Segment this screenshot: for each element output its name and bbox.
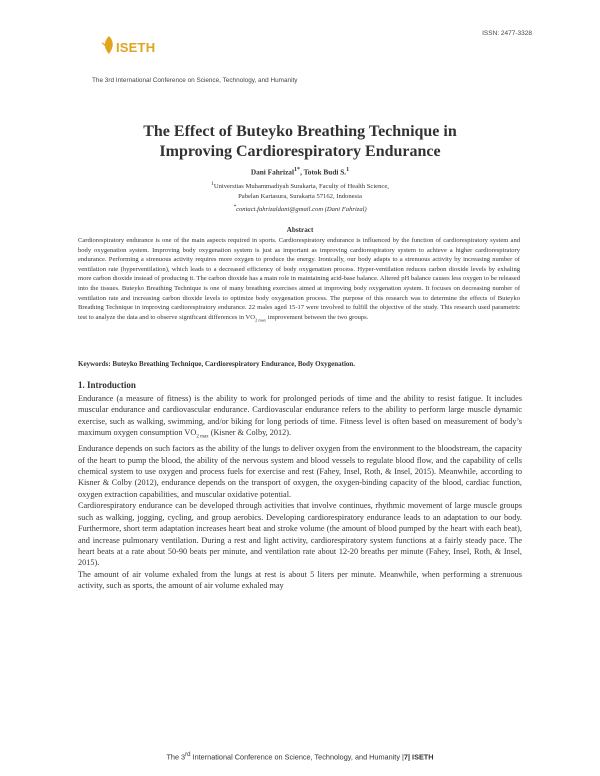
page-number: 7 — [403, 752, 408, 762]
author-1: Dani Fahrizal — [250, 167, 294, 177]
keywords: Keywords: Buteyko Breathing Technique, Cardiorespiratory Endurance, Body Oxygenation. — [78, 360, 356, 368]
paragraph-4: The amount of air volume exhaled from the lungs at rest is about 5 liters per minute. Meanwhile, when performing a strenuous activity, such as sports, the amount of air volume exhaled may — [78, 569, 522, 591]
title-line-2: Improving Cardiorespiratory Endurance — [159, 143, 441, 160]
logo-text: ISETH — [116, 40, 156, 55]
introduction-body — [78, 393, 522, 592]
conference-header: The 3rd International Conference on Science, Technology, and Humanity — [92, 77, 298, 84]
paper-title — [60, 122, 540, 162]
author-2: Totok Budi S. — [303, 167, 347, 177]
author-list — [60, 167, 540, 176]
author-separator: , — [300, 167, 304, 177]
footer-separator: | — [407, 752, 413, 762]
abstract-heading: Abstract — [286, 226, 314, 234]
paragraph-3: Cardiorespiratory endurance can be developed through activities that involve continues, rhythmic movement of large muscle groups such as walking, jogging, cycling, and group aerobics. Developing cardiorespiratory endurance leads to an adaptation to our body. Furthermore, short term adaptation increases heart beat and stroke volume (the amount of blood pumped by the heart with each beat), and increase pulmonary ventilation. During a rest and light activity, cardiorespiratory system functions at a fairly steady pace. The heart beats at a rate about 50-90 beats per minute, and ventilation rate about 12-20 breaths per minute (Fahey, Insel, Roth, & Insel, 2015). — [78, 501, 522, 568]
paragraph-1 — [78, 393, 522, 443]
vo2-subscript: 2 max — [196, 434, 209, 440]
abstract-subscript: 2 max — [255, 317, 267, 323]
affiliation-line-2: Pabelan Kartasura, Surakarta 57162, Indonesia — [238, 193, 362, 200]
footer-brand: ISETH — [412, 752, 434, 762]
author-1-mark: 1* — [294, 167, 301, 173]
author-2-mark: 1 — [346, 167, 350, 173]
email-mark: * — [233, 204, 237, 210]
email-text: contact.fahrizaldani@gmail.com (Dani Fahrizal) — [236, 206, 367, 214]
issn-label: ISSN: 2477-3328 — [482, 30, 532, 37]
paragraph-1-text: Endurance (a measure of fitness) is the ability to work for prolonged periods of time and the ability to resist fatigue. It includes muscular endurance and cardiovascular endurance. Cardiovascular endurance refers to the ability to perform large muscle dynamic exercise, such as walking, swimming, and/or biking for long periods of time. Fitness level is often based on measurement of body’s maximum oxygen consumption VO — [78, 394, 522, 438]
affiliation-line-1 — [60, 181, 540, 190]
affiliation-text-1: Universitas Muhammadiyah Surakarta, Faculty of Health Science, — [213, 183, 389, 191]
abstract-body — [78, 236, 520, 325]
title-line-1: The Effect of Buteyko Breathing Technique in — [143, 123, 457, 140]
page-footer — [60, 751, 540, 761]
paragraph-2: Endurance depends on such factors as the ability of the lungs to deliver oxygen from the environment to the bloodstream, the capacity of the heart to pump the blood, the ability of the nervous system and blood vessels to regulate blood flow, and the capability of cells chemical system to use oxygen and process fuels for exercise and rest (Fahey, Insel, Roth, & Insel, 2015). Meanwhile, according to Kisner & Colby (2012), endurance depends on the transport of oxygen, the oxygen-binding capacity of the blood, cardiac function, oxygen extraction capabilities, and muscular oxidative potential. — [78, 444, 522, 499]
abstract-text: Cardiorespiratory endurance is one of the main aspects required in sports. Cardiorespiratory endurance is influenced by the function of cardiorespiratory system and body oxygenation system. Improving body oxygenation system is just as important as improving cardiorespiratory system to achieve a higher cardiorespiratory endurance. Performing a strenuous activity requires more oxygen to produce the energy. Ironically, our body adapts to a strenuous activity by increasing number of ventilation rate (hyperventilation), which leads to a decreased efficiency of body oxygenation process. Hyper-ventilation reduces carbon dioxide levels by exhaling more carbon dioxide instead of producing it. The carbon dioxide has a main role in maintaining acid-base balance. Altered pH balance causes less oxygen to be released into the tissues. Buteyko Breathing Technique is one of many breathing exercises aimed at improving body oxygenation system. It focuses on decreasing number of ventilation rate and increasing carbon dioxide levels to optimize body oxygenation process. The purpose of this research was to determine the effects of Buteyko Breathing Technique in improving cardiorespiratory endurance. 22 males aged 15-17 were involved to fulfill the objective of the study. This research used parametric test to analyze the data and to observe significant differences in VO — [78, 237, 520, 321]
corresponding-email — [60, 204, 540, 213]
footer-conference: International Conference on Science, Technology, and Humanity | — [190, 752, 404, 762]
paragraph-1-citation: (Kisner & Colby, 2012). — [208, 428, 292, 438]
footer-sup: rd — [185, 751, 191, 758]
affiliation-mark: 1 — [211, 181, 214, 187]
footer-prefix: The 3 — [166, 752, 186, 762]
iseth-logo — [96, 32, 166, 60]
abstract-text-end: improvement between the two groups. — [266, 313, 369, 321]
section-heading-introduction: 1. Introduction — [78, 380, 136, 390]
